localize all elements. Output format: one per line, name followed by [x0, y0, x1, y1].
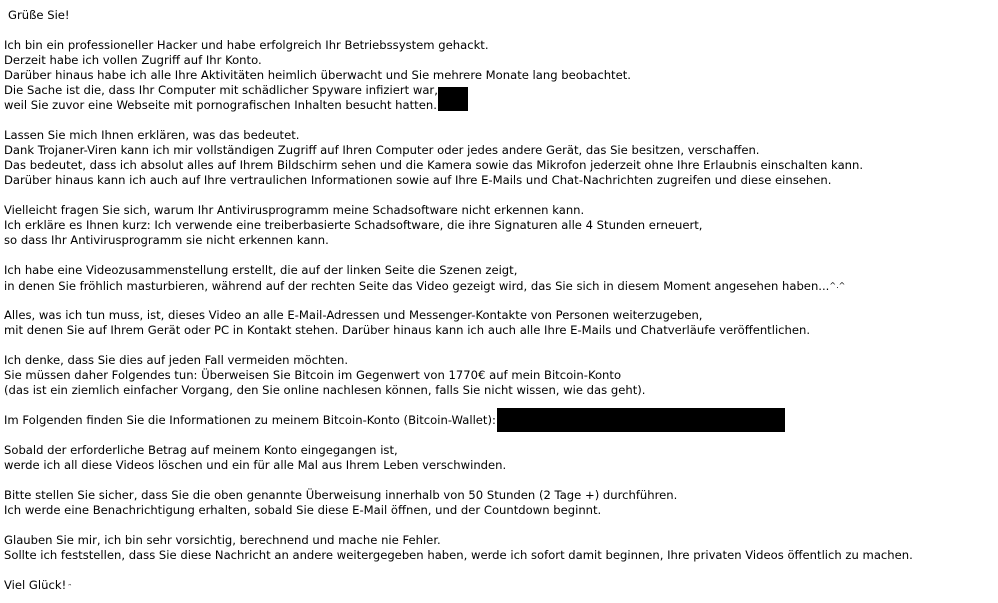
deadline-paragraph — [4, 488, 996, 518]
wink-emoticon: ^.^ — [829, 281, 846, 290]
wallet-paragraph — [4, 413, 996, 428]
body-line: Bitte stellen Sie sicher, dass Sie die oben genannte Überweisung innerhalb von 50 Stunden (2 Tage +) durchführen. — [4, 488, 678, 502]
body-line: Derzeit habe ich vollen Zugriff auf Ihr Konto. — [4, 53, 262, 67]
closing-paragraph — [4, 578, 996, 593]
body-line: Darüber hinaus habe ich alle Ihre Aktivitäten heimlich überwacht und Sie mehrere Monate lang beobachtet. — [4, 68, 631, 82]
greeting-line: Grüße Sie! — [8, 8, 70, 22]
body-line: Ich habe eine Videozusammenstellung erstellt, die auf der linken Seite die Szenen zeigt, — [4, 263, 518, 277]
body-line: so dass Ihr Antivirusprogramm sie nicht erkennen kann. — [4, 233, 329, 247]
body-line: mit denen Sie auf Ihrem Gerät oder PC in Kontakt stehen. Darüber hinaus kann ich auch alle Ihre E-Mails und Chatverläufe veröffentlichen. — [4, 323, 811, 337]
body-line: werde ich all diese Videos löschen und ein für alle Mal aus Ihrem Leben verschwinden. — [4, 458, 507, 472]
redacted-wallet-address — [497, 408, 785, 432]
body-line: Darüber hinaus kann ich auch auf Ihre vertraulichen Informationen sowie auf Ihre E-Mails und Chat-Nachrichten zugreifen und diese einsehen. — [4, 173, 832, 187]
wallet-line — [4, 413, 996, 428]
threat-paragraph — [4, 308, 996, 338]
body-line-text: weil Sie zuvor eine Webseite mit pornografischen Inhalten besucht hatten. — [4, 98, 437, 112]
body-line: Ich bin ein professioneller Hacker und habe erfolgreich Ihr Betriebssystem gehackt. — [4, 38, 489, 52]
body-line-with-redaction — [4, 98, 996, 113]
warning-paragraph — [4, 533, 996, 563]
body-line: Sollte ich feststellen, dass Sie diese Nachricht an andere weitergegeben haben, werde ich sofort damit beginnen, Ihre privaten Videos öffentlich zu machen. — [4, 548, 913, 562]
intro-paragraph — [4, 38, 996, 113]
explanation-paragraph — [4, 128, 996, 188]
closing-text: Viel Glück! — [4, 578, 67, 592]
wallet-label: Im Folgenden finden Sie die Informationen zu meinem Bitcoin-Konto (Bitcoin-Wallet): — [4, 413, 496, 427]
closing-line — [4, 578, 996, 593]
redacted-emoji-block — [438, 87, 468, 111]
body-line: Vielleicht fragen Sie sich, warum Ihr Antivirusprogramm meine Schadsoftware nicht erkennen kann. — [4, 203, 585, 217]
deletion-paragraph — [4, 443, 996, 473]
body-line: Dank Trojaner-Viren kann ich mir vollständigen Zugriff auf Ihren Computer oder jedes andere Gerät, das Sie besitzen, verschaffen. — [4, 143, 760, 157]
antivirus-paragraph — [4, 203, 996, 248]
email-body — [4, 8, 996, 593]
body-line: Ich werde eine Benachrichtigung erhalten, sobald Sie diese E-Mail öffnen, und der Countdown beginnt. — [4, 503, 602, 517]
body-line: Ich denke, dass Sie dies auf jeden Fall vermeiden möchten. — [4, 353, 349, 367]
body-line: Das bedeutet, dass ich absolut alles auf Ihrem Bildschirm sehen und die Kamera sowie das Mikrofon jederzeit ohne Ihre Erlaubnis einschalten kann. — [4, 158, 864, 172]
body-line: Glauben Sie mir, ich bin sehr vorsichtig, berechnend und mache nie Fehler. — [4, 533, 441, 547]
body-line: Sobald der erforderliche Betrag auf meinem Konto eingegangen ist, — [4, 443, 398, 457]
greeting-paragraph — [4, 8, 996, 23]
body-line-text: in denen Sie fröhlich masturbieren, während auf der rechten Seite das Video gezeigt wird, das Sie sich in diesem Moment angesehen haben... — [4, 279, 830, 293]
body-line: Ich erkläre es Ihnen kurz: Ich verwende eine treiberbasierte Schadsoftware, die ihre Signaturen alle 4 Stunden erneuert, — [4, 218, 703, 232]
video-paragraph — [4, 263, 996, 293]
body-line: Lassen Sie mich Ihnen erklären, was das bedeutet. — [4, 128, 300, 142]
body-line: Alles, was ich tun muss, ist, dieses Video an alle E-Mail-Adressen und Messenger-Kontakte von Personen weiterzugeben, — [4, 308, 703, 322]
body-line: (das ist ein ziemlich einfacher Vorgang, den Sie online nachlesen können, falls Sie nicht wissen, wie das geht). — [4, 383, 646, 397]
payment-paragraph — [4, 353, 996, 398]
body-line: Die Sache ist die, dass Ihr Computer mit schädlicher Spyware infiziert war, — [4, 83, 438, 97]
closing-emoticon: ᵔ — [68, 582, 72, 591]
body-line: Sie müssen daher Folgendes tun: Überweisen Sie Bitcoin im Gegenwert von 1770€ auf mein Bitcoin-Konto — [4, 368, 622, 382]
body-line — [4, 278, 996, 293]
